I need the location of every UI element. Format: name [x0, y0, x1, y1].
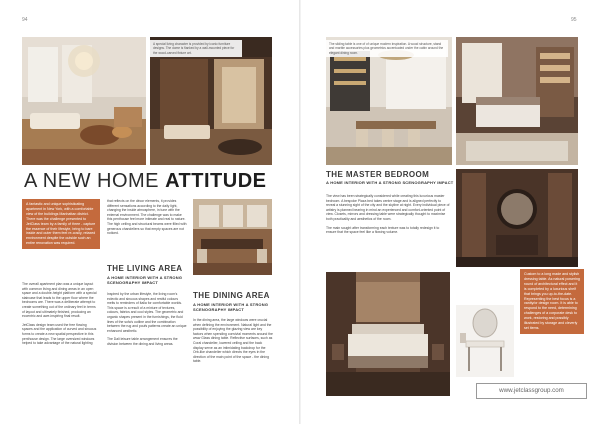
dining-area-subheading: A HOME INTERIOR WITH A STRONG SCENOGRAPHY IMPACT	[193, 302, 269, 312]
page-gutter	[299, 0, 301, 424]
master-paragraph-2: The main sought after transforming each texture was to totally redesign it to ensure that the space feel like a flowing volume.	[326, 225, 440, 235]
master-bedroom-subheading: A HOME INTERIOR WITH A STRONG SCENOGRAPHY IMPACT	[326, 180, 454, 185]
caption-top-left: A special living character is provided by iconic furniture designs. The dome is flanked by a wall-mounted piece for the wood-carved fixture art.	[150, 40, 242, 57]
master-paragraph-1: The view has been strategically considered while creating this luxurious master bedroom. A bespoke Plaza bed takes centre stage and is aligned perfectly to reveal a stunning sight of the city and the skyline at night. Every individual piece of artistry is planned bearing in mind an experienced and comfort-oriented point of view. Closets, mirrors and dressing table were strategically thought to maximise both practicality and aesthetics of the room.	[326, 194, 450, 221]
living-area-heading: THE LIVING AREA	[107, 264, 183, 273]
left-column-text	[22, 282, 98, 346]
dining-area-text: In the dining area, the large windows were crucial when defining the environment. Natural light and the possibility of enjoying the glazing view are key factors when spending convivial moments around the www Glass dining table. Reflective surfaces, such as Coral chandelier, lowered ceiling and the back display serve as an intimidating backdrop for the Orb-like chandelier which directs the eyes in the direction of the main point of the space - the dining table.	[193, 318, 273, 364]
master-bedroom-text	[326, 194, 450, 235]
master-bed-photo	[326, 272, 450, 396]
page-headline	[24, 170, 266, 193]
website-link[interactable]: www.jetclassgroup.com	[476, 383, 587, 399]
living-paragraph-2: The Dali leisure table arrangement ensures the division between the dining and living areas.	[107, 337, 178, 346]
left-paragraph-2: JetClass design team used the free flowing spaces and the application of curved and sinuous forms to create a new spatial perspective in this penthouse design. The large oversized windows helped to take advantage of the natural lighting	[22, 322, 97, 346]
living-room-photo	[22, 37, 146, 165]
bedroom-photo	[456, 37, 578, 165]
walk-in-closet-photo	[456, 169, 578, 267]
living-area-text	[107, 292, 187, 347]
dining-area-heading: THE DINING AREA	[193, 291, 270, 300]
page-number-right: 95	[571, 17, 577, 23]
dining-photo	[193, 199, 272, 275]
master-bedroom-heading: THE MASTER BEDROOM	[326, 170, 430, 179]
left-paragraph-1: The overall apartment plan was a unique layout with common living and dining areas in an open space and a double-height platform with a special staircase that leads to the upper floor where the bedrooms are. There was a deliberate attempt to create something out of the ordinary feel in terms of layout and ultimately finished, producing an eccentric and awe-inspiring final result.	[22, 282, 97, 319]
intro-highlight-box: A fantastic and unique sophisticating apartment in New York, with a comfortable view of the buildings Manhattan district. There was the challenge presented to JetClass team by a family of three - capture the essence of their lifestyle, bring to bare inside and outer them feel re-cosily, relaxed environment despite the outside such an entire renovation was required.	[22, 199, 100, 249]
living-paragraph-1: Inspired by the urban lifestyle, the living room's eclectic and sinuous shapes and restful colours melts to reminders of Italia for comfortable worlds. This space is a result of a mixture of textures, colours, fabrics and cool styles. The geometric and organic shapes present in the furnishings, the fluid lines of the sofa's outline and the combination between the rug and poufs patterns create an unique enhanced aesthetic.	[107, 292, 187, 333]
caption-top-right: The sliding table is one of of unique modern inspiration. A wood structure, stand and marble accessories plus geometrics accentuated under the cabin around the elegant dining room.	[326, 40, 448, 57]
headline-bold: ATTITUDE	[165, 170, 267, 192]
vanity-photo	[456, 305, 514, 377]
vanity-highlight-box: Custom to a long made and stylish dressing table. As natural powering round of architectural effect and it is completed by a luxurious shelf that brings you up-to-the-date. Representing the best focus is a vanity/or design room. It is able to respond to the need, determining challenges of a corporate desk to work, restoring and possibly illustrated by storage and cleverly set items.	[520, 269, 584, 334]
headline-light: A NEW HOME	[24, 170, 160, 192]
page-number-left: 94	[22, 17, 28, 23]
middle-column-text: that reflects on the décor elements, it provides different sensations according to the daily light, changing the inside atmosphere, in tune with the external environment. The challenge was to make this penthouse feel more intimate and real to nature. The high ceiling and structural beams were filled with generous chandeliers so that empty spaces are not noticed.	[107, 199, 187, 236]
living-area-subheading: A HOME INTERIOR WITH A STRONG SCENOGRAPHY IMPACT	[107, 275, 183, 285]
